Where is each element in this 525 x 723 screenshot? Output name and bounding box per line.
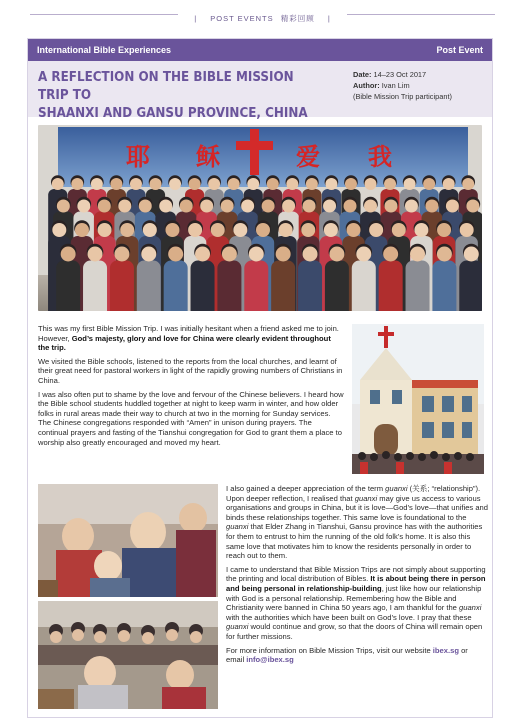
category-title: International Bible Experiences [37,45,172,55]
website-link[interactable]: ibex.sg [432,645,459,655]
elderly-prayer-photo [38,484,218,597]
article-frame [27,38,493,718]
article-column-2 [226,484,488,669]
category-tag: Post Event [436,45,483,55]
church-photo [352,324,484,474]
article-date: 14–23 Oct 2017 [373,70,427,79]
banner-char-4: 我 [368,142,392,171]
article-title: A REFLECTION ON THE BIBLE MISSION TRIP TO SHAANXI AND GANSU PROVINCE, CHINA [38,70,308,121]
group-photo [38,125,482,311]
section-label: POST EVENTS [210,14,274,23]
category-banner [28,39,492,61]
congregation-photo [38,601,218,709]
banner-char-3: 爱 [296,142,320,171]
article-column-1 [38,324,344,451]
banner-char-1: 耶 [126,142,150,171]
paragraph: I also gained a deeper appreciation of the term guanxi (关系; “relationship”). Upon deeper reflection, I realised that guanxi may give us access to various organisations and groups in China, but it is love—God’s love—that unifies and binds these relationships together. This same love is foundational to the guanxi that Elder Zhang in Tianshui, Gansu province has with the authorities for them to entrust to him the running of the old folk’s home. It is also this same love that motivates him to know the residents personally in order to reach out to them. [226,484,488,561]
banner-char-2: 稣 [196,142,220,171]
email-link[interactable]: info@ibex.sg [246,655,294,665]
title-box [28,61,492,121]
article-author: Ivan Lim [381,81,410,90]
author-note: (Bible Mission Trip participant) [353,92,452,101]
paragraph: I was also often put to shame by the love and fervour of the Chinese believers. I heard how the Bible school students huddled together at night to keep warm in winter, and how older folks in rural areas made their way to church at two in the morning for Sunday services. The Chinese congregations responded with “Amen” in unison during prayers. The continual prayers and fasting of the Tianshui congregation for God to grant them a place to worship also greatly encouraged and moved my heart. [38,389,344,447]
section-header: | POST EVENTS 精彩回顾 | [0,8,525,26]
paragraph: We visited the Bible schools, listened to the reports from the local churches, and learnt of their great need for pastoral workers in light of the rapidly growing numbers of Christians in China. [38,356,343,385]
paragraph: For more information on Bible Mission Trips, visit our website ibex.sg or email info@ibex.sg [226,645,468,665]
paragraph: This was my first Bible Mission Trip. I was initially hesitant when a friend asked me to join. However, God’s majesty, glory and love for China were clearly evident throughout the trip. [38,324,339,353]
article-meta: Date: 14–23 Oct 2017 Author: Ivan Lim (Bible Mission Trip participant) [353,70,452,101]
paragraph: I came to understand that Bible Mission Trips are not simply about supporting the printing and local distribution of Bibles. It is about being there in person and being personal in relationship-building, just like how our relationship with God is a personal relationship. Remembering how the Bible and Christianity were banned in China 50 years ago, I am thankful for the guanxi with the authorities which have been built on God’s love. I pray that these guanxi would continue and grow, so that the doors of China will remain open for further missions. [226,564,486,641]
section-label-cn: 精彩回顾 [280,14,315,23]
